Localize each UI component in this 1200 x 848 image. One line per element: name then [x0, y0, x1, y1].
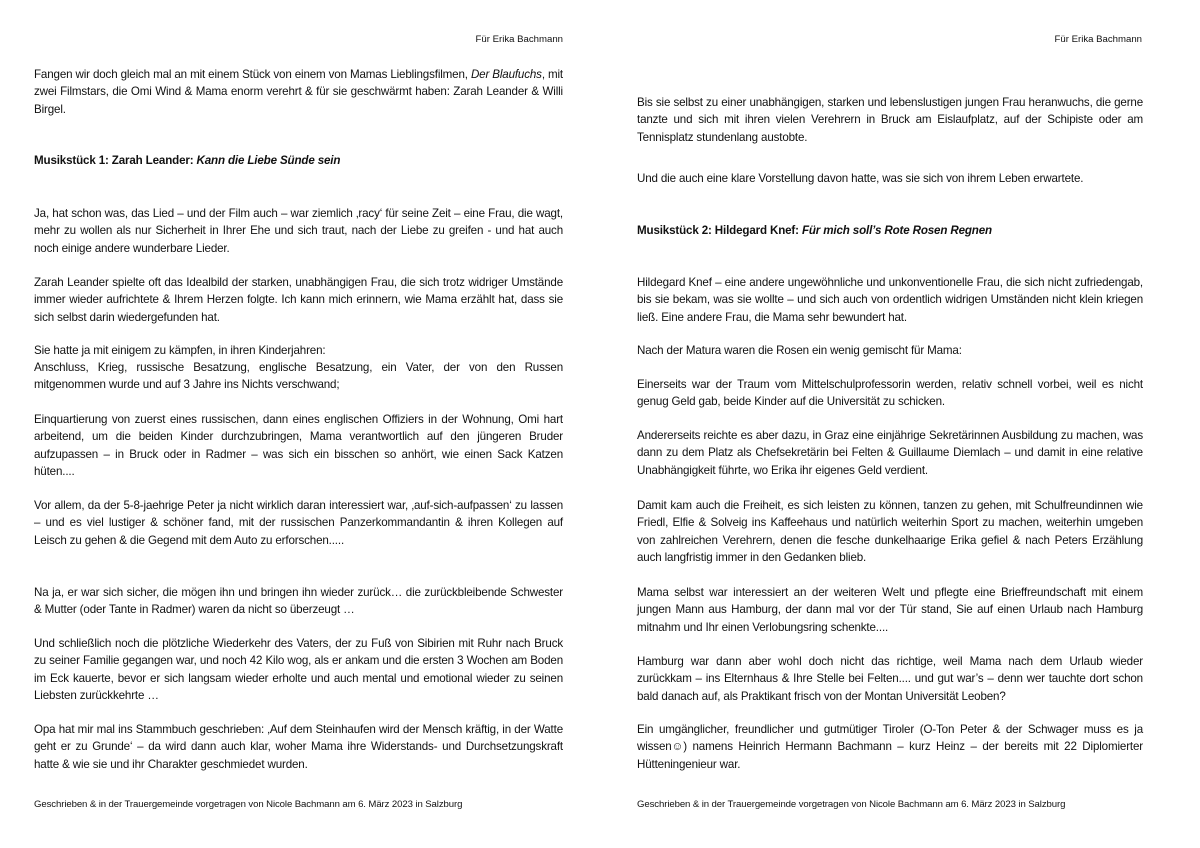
- paragraph: Vor allem, da der 5-8-jaehrige Peter ja nicht wirklich daran interessiert war, ‚auf-sich-aufpassen‘ zu lassen – und es viel lustiger & schöner fand, mit der russischen Panzerkommandantin & ihren Kollegen auf Leisch zu gehen & die Gegend mit dem Auto zu erforschen.....: [34, 499, 563, 547]
- paragraph: Einquartierung von zuerst eines russischen, dann eines englischen Offiziers in der Wohnung, Omi hart arbeitend, um die beiden Kinder durchzubringen, Mama verantwortlich auf den jüngeren Bruder aufzupassen – in Bruck oder in Radmer – was sich ein bisschen so anhört, wie einen Sack Katzen hüten....: [34, 413, 563, 478]
- paragraph: Bis sie selbst zu einer unabhängigen, starken und lebenslustigen jungen Frau heranwuchs, die gerne tanzte und sich mit ihren vielen Verehrern in Bruck am Eislaufplatz, auf der Schipiste oder am Tennisplatz stundenlang austobte.: [637, 96, 1143, 144]
- paragraph: Ein umgänglicher, freundlicher und gutmütiger Tiroler (O-Ton Peter & der Schwager muss es ja wissen☺) namens Heinrich Hermann Bachmann – kurz Heinz – der bereits mit 22 Diplomierter Hütteningenieur war.: [637, 723, 1143, 771]
- paragraph: Damit kam auch die Freiheit, es sich leisten zu können, tanzen zu gehen, mit Schulfreundinnen wie Friedl, Elfie & Solveig ins Kaffeehaus und natürlich weiterhin Sport zu machen, weiterhin umgeben von zahlreichen Verehrern, denen die fesche dunkelhaarige Erika gefiel & nach Peters Erzählung auch langfristig immer in den Gedanken blieb.: [637, 499, 1143, 564]
- intro-text-end: , mit zwei Filmstars, die Omi Wind & Mama enorm verehrt & für sie geschwärmt haben: Zarah Leander & Willi Birgel.: [34, 68, 563, 116]
- paragraph: Und schließlich noch die plötzliche Wiederkehr des Vaters, der zu Fuß von Sibirien mit Ruhr nach Bruck zu seiner Familie gegangen war, und noch 42 Kilo wog, als er ankam und die ersten 3 Wochen am Boden im Eck kauerte, bevor er sich langsam wieder erholte und auch mental und emotional wieder zu seinen Liebsten zurückkehrte …: [34, 637, 563, 702]
- film-title: Der Blaufuchs: [470, 68, 542, 81]
- page-header: Für Erika Bachmann: [1054, 34, 1142, 45]
- paragraph: Andererseits reichte es aber dazu, in Graz eine einjährige Sekretärinnen Ausbildung zu machen, was dann zu dem Platz als Chefsekretärin bei Felten & Guillaume Diemlach – und damit in eine relative Unabhängigkeit führte, wo Erika ihr eigenes Geld verdient.: [637, 429, 1143, 477]
- music-piece-heading: [34, 152, 563, 169]
- intro-text-start: Fangen wir doch gleich mal an mit einem Stück von einem von Mamas Lieblingsfilmen,: [34, 68, 471, 81]
- paragraph: Ja, hat schon was, das Lied – und der Film auch – war ziemlich ‚racy‘ für seine Zeit – eine Frau, die wagt, mehr zu wollen als nur Sicherheit in Ihrer Ehe und sich traut, nach der Liebe zu greifen - und hat auch noch einige andere wunderbare Lieder.: [34, 207, 563, 255]
- page-footer: Geschrieben & in der Trauergemeinde vorgetragen von Nicole Bachmann am 6. März 2023 in Salzburg: [637, 799, 1066, 810]
- paragraph: Mama selbst war interessiert an der weiteren Welt und pflegte eine Brieffreundschaft mit einem jungen Mann aus Hamburg, der dann mal vor der Tür stand, Sie auf einen Urlaub nach Hamburg mitnahm und Ihr einen Verlobungsring schenkte....: [637, 586, 1143, 634]
- document-page-right: [600, 0, 1200, 848]
- music-piece-title: Kann die Liebe Sünde sein: [196, 154, 341, 167]
- paragraph: Zarah Leander spielte oft das Idealbild der starken, unabhängigen Frau, die sich trotz widriger Umstände immer wieder aufrichtete & Ihrem Herzen folgte. Ich kann mich erinnern, wie Mama erzählt hat, dass sie sich selbst darin wiedergefunden hat.: [34, 276, 563, 324]
- page-footer: Geschrieben & in der Trauergemeinde vorgetragen von Nicole Bachmann am 6. März 2023 in Salzburg: [34, 799, 463, 810]
- music-piece-title: Für mich soll’s Rote Rosen Regnen: [801, 224, 992, 237]
- paragraph: Einerseits war der Traum vom Mittelschulprofessorin werden, relativ schnell vorbei, weil es nicht genug Geld gab, beide Kinder auf die Universität zu schicken.: [637, 378, 1143, 409]
- music-piece-label: Musikstück 2: Hildegard Knef:: [637, 224, 802, 237]
- paragraph: Opa hat mir mal ins Stammbuch geschrieben: ‚Auf dem Steinhaufen wird der Mensch kräftig, in der Watte geht er zu Grunde‘ – da wird dann auch klar, woher Mama ihre Widerstands- und Durchsetzungskraft hatte & wie sie und ihr Charakter geschmiedet wurden.: [34, 723, 563, 771]
- intro-paragraph: [34, 66, 563, 118]
- paragraph: Anschluss, Krieg, russische Besatzung, englische Besatzung, ein Vater, der von den Russen mitgenommen wurde und auf 3 Jahre ins Nichts verschwand;: [34, 361, 563, 392]
- paragraph: Hildegard Knef – eine andere ungewöhnliche und unkonventionelle Frau, die sich nicht zufriedengab, bis sie bekam, was sie wollte – und sich auch von ordentlich widrigen Umständen nicht klein kriegen ließ. Eine andere Frau, die Mama sehr bewundert hat.: [637, 276, 1143, 324]
- music-piece-heading: [637, 222, 1143, 239]
- paragraph: Na ja, er war sich sicher, die mögen ihn und bringen ihn wieder zurück… die zurückbleibende Schwester & Mutter (oder Tante in Radmer) waren da nicht so überzeugt …: [34, 586, 563, 617]
- paragraph: Sie hatte ja mit einigem zu kämpfen, in ihren Kinderjahren:: [34, 344, 326, 357]
- music-piece-label: Musikstück 1: Zarah Leander:: [34, 154, 197, 167]
- paragraph: Und die auch eine klare Vorstellung davon hatte, was sie sich von ihrem Leben erwartete.: [637, 172, 1084, 185]
- page-header: Für Erika Bachmann: [475, 34, 563, 45]
- paragraph: Hamburg war dann aber wohl doch nicht das richtige, weil Mama nach dem Urlaub wieder zurückkam – ins Elternhaus & Ihre Stelle bei Felten.... und gut war’s – denn wer tauchte dort schon bald danach auf, als Praktikant frisch von der Montan Universität Leoben?: [637, 655, 1143, 703]
- paragraph: Nach der Matura waren die Rosen ein wenig gemischt für Mama:: [637, 344, 962, 357]
